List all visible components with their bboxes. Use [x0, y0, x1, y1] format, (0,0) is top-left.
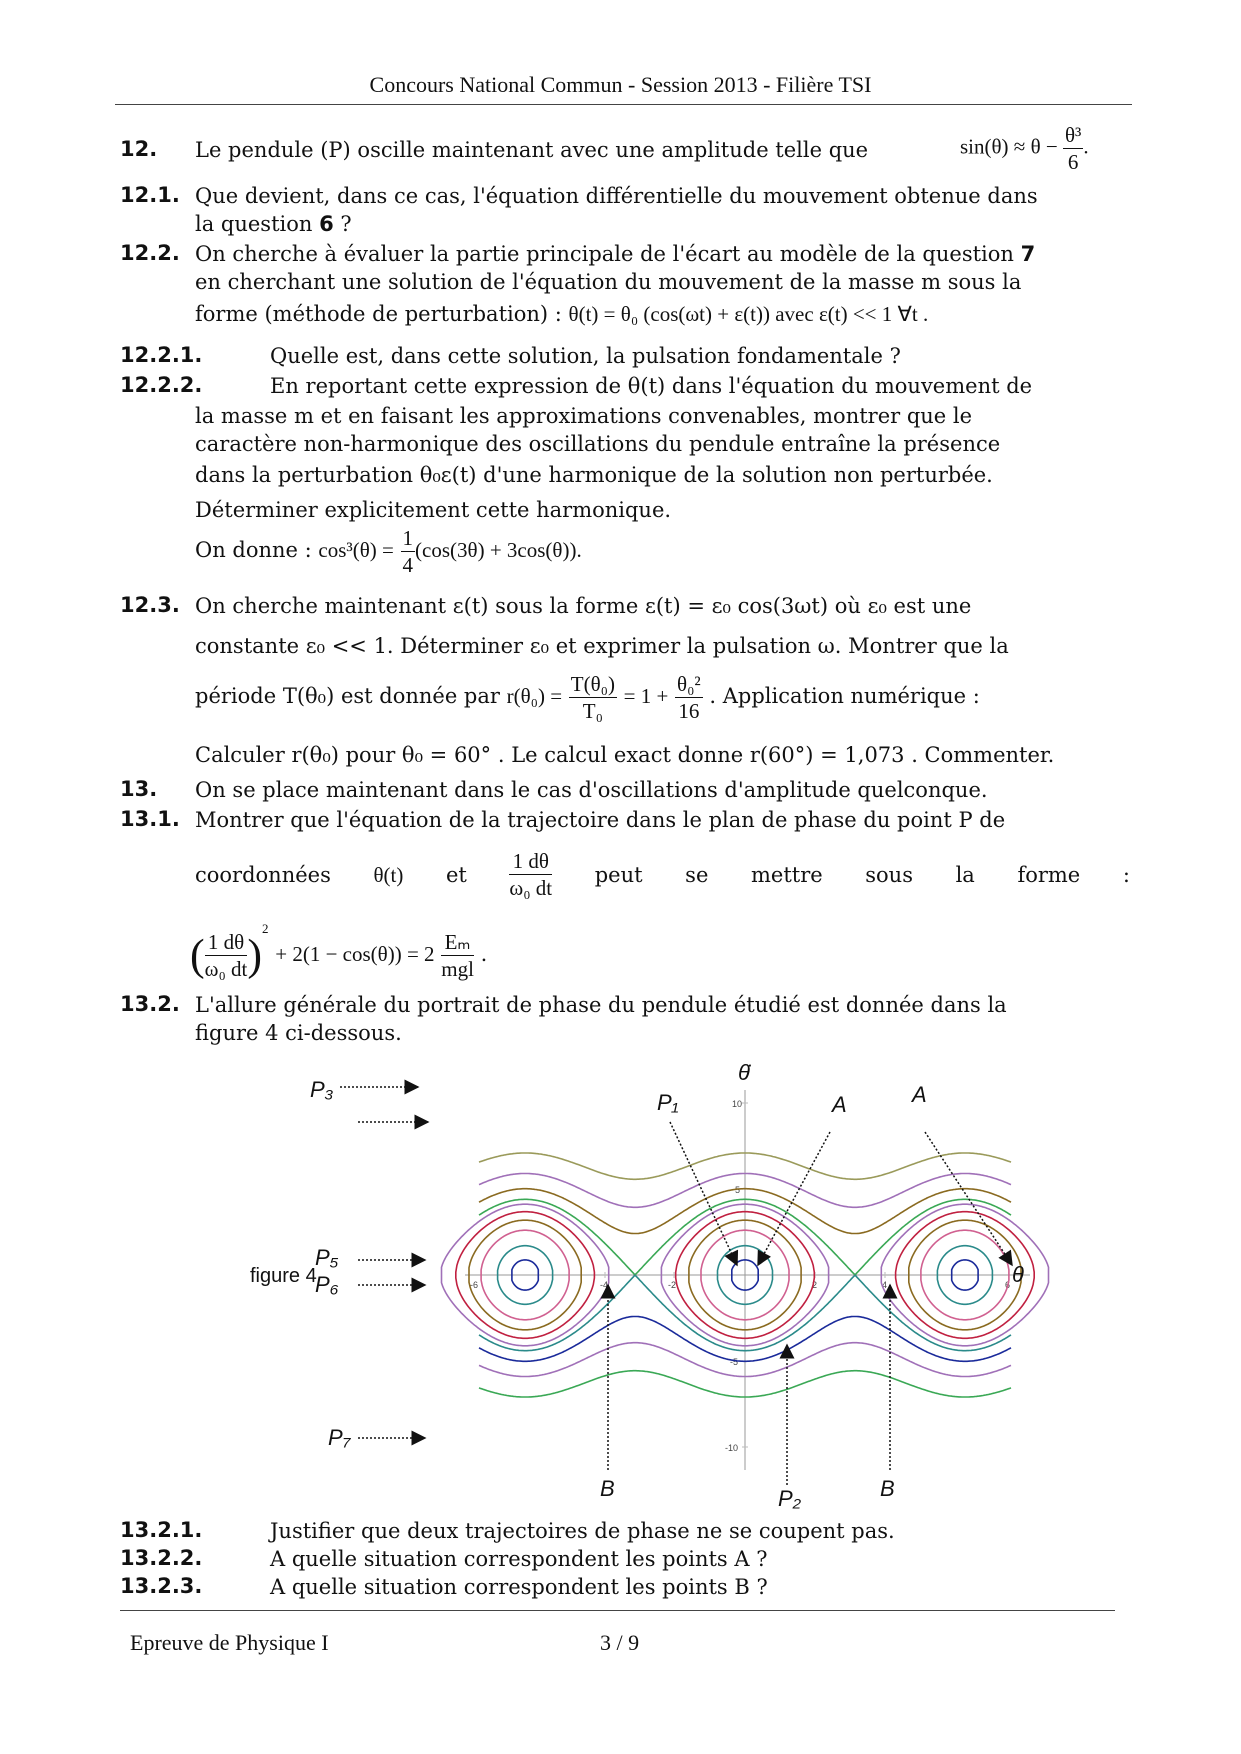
q13-1-g: sous [865, 862, 913, 887]
q12-2-number: 12.2. [120, 241, 180, 265]
label-p7: P₇ [328, 1425, 351, 1450]
q13-2-line2: figure 4 ci-dessous. [195, 1021, 402, 1045]
q13-1-frac [509, 848, 552, 901]
q12-3-line4: Calculer r(θ₀) pour θ₀ = 60° . Le calcul exact donne r(60°) = 1,073 . Commenter. [195, 743, 1055, 767]
q12-formula-num: θ³ [1064, 123, 1082, 147]
q13-number: 13. [120, 777, 158, 801]
q13-1-e: se [685, 862, 709, 887]
label-b2: B [880, 1476, 895, 1501]
q12-1-line2 [195, 210, 352, 238]
q12-2-line3-text: forme (méthode de perturbation) : [195, 302, 562, 326]
q12-text: Le pendule (P) oscille maintenant avec une amplitude telle que [195, 138, 869, 162]
q13-1-num: 1 dθ [509, 848, 552, 875]
q13-1-eq-mid: + 2(1 − cos(θ)) = 2 [275, 942, 435, 966]
q13-1-i: forme [1017, 862, 1081, 887]
eq-square: 2 [262, 921, 269, 936]
label-a2: A [912, 1082, 927, 1107]
phase-portrait-figure [300, 1060, 1080, 1510]
label-a1: A [832, 1092, 847, 1117]
q12-2-2-line6-lhs: cos³(θ) = [318, 538, 394, 562]
header-rule [115, 104, 1132, 105]
q12-2-2-line6-rhs: (cos(3θ) + 3cos(θ)). [415, 538, 582, 562]
q13-2-1-text: Justifier que deux trajectoires de phase ne se coupent pas. [270, 1519, 895, 1543]
q12-2-2-line6 [195, 525, 582, 578]
q13-1-eq-den: ω₀ dt [204, 957, 248, 981]
label-p2: P₂ [778, 1486, 802, 1510]
q12-2-ref: 7 [1020, 242, 1036, 266]
label-p5: P₅ [315, 1245, 339, 1270]
q12-2-2-line1: En reportant cette expression de θ(t) dans l'équation du mouvement de [270, 374, 1033, 398]
q13-1-eq-end: . [480, 942, 488, 966]
tick-ym10: -10 [725, 1443, 739, 1453]
q12-2-1-text: Quelle est, dans cette solution, la pulsation fondamentale ? [270, 344, 901, 368]
q12-formula [960, 122, 1089, 175]
q12-2-2-line4: dans la perturbation θ₀ε(t) d'une harmonique de la solution non perturbée. [195, 463, 993, 487]
q13-1-b: θ(t) [373, 862, 404, 887]
q12-3-den2: 16 [678, 699, 700, 723]
q12-2-line3 [195, 300, 928, 328]
q12-3-line3-lhs: r(θ₀) = [506, 684, 563, 708]
q12-3-frac2 [675, 671, 703, 724]
q12-formula-end: . [1083, 134, 1089, 159]
q12-3-line2: constante ε₀ << 1. Déterminer ε₀ et exprimer la pulsation ω. Montrer que la [195, 634, 1009, 658]
q12-3-line3-mid: = 1 + [623, 684, 669, 708]
tick-x2: 2 [812, 1280, 818, 1290]
label-p1: P₁ [657, 1090, 679, 1115]
q12-3-den1: T₀ [582, 699, 603, 723]
q13-1-eq-den2: mgl [441, 957, 474, 981]
q12-3-line3-post: . Application numérique : [709, 684, 980, 708]
tick-xm2: -2 [668, 1280, 677, 1290]
footer-page: 3 / 9 [600, 1630, 640, 1655]
q13-1-j: : [1122, 862, 1130, 887]
q12-2-2-line5: Déterminer explicitement cette harmonique. [195, 498, 672, 522]
q12-1-pre: la question [195, 212, 313, 236]
tick-x6: 6 [1005, 1280, 1011, 1290]
q12-3-num2: θ₀² [677, 672, 701, 696]
eq-paren-close: ) [247, 930, 263, 980]
figure-caption: figure 4 [250, 1265, 317, 1287]
q12-2-2-fraction [401, 525, 416, 578]
q13-1-line2 [195, 848, 1130, 901]
q12-2-2-number: 12.2.2. [120, 373, 203, 397]
q12-2-line1 [195, 240, 1035, 268]
q12-3-line3 [195, 671, 980, 724]
q12-2-2-line3: caractère non-harmonique des oscillations du pendule entraîne la présence [195, 432, 1001, 456]
q12-3-number: 12.3. [120, 593, 180, 617]
footer-rule [120, 1610, 1115, 1611]
tick-xm6: -6 [470, 1280, 479, 1290]
q13-1-eq-num: 1 dθ [205, 929, 248, 956]
q13-1-line1: Montrer que l'équation de la trajectoire dans le plan de phase du point P de [195, 808, 1006, 832]
q13-1-f: mettre [750, 862, 823, 887]
q13-2-line1: L'allure générale du portrait de phase du pendule étudié est donnée dans la [195, 993, 1007, 1017]
q13-2-3-text: A quelle situation correspondent les points B ? [270, 1575, 768, 1599]
tick-x4: 4 [882, 1280, 888, 1290]
q13-1-den: ω₀ dt [509, 876, 553, 900]
q12-2-line1-pre: On cherche à évaluer la partie principale de l'écart au modèle de la question [195, 242, 1014, 266]
q13-2-2-text: A quelle situation correspondent les points A ? [270, 1547, 768, 1571]
q12-3-num1: T(θ₀) [570, 672, 615, 696]
label-b1: B [600, 1476, 615, 1501]
label-p3: P₃ [310, 1077, 334, 1102]
q12-3-frac1 [569, 671, 617, 724]
q12-3-line1: On cherche maintenant ε(t) sous la forme ε(t) = ε₀ cos(3ωt) où ε₀ est une [195, 594, 972, 618]
q13-1-equation [190, 915, 487, 982]
eq-paren-open: ( [190, 930, 205, 980]
tick-y10: 10 [732, 1099, 743, 1109]
q13-1-d: peut [594, 862, 643, 887]
arrow-a2 [925, 1132, 1012, 1265]
q12-2-1-number: 12.2.1. [120, 343, 203, 367]
q12-1-line1: Que devient, dans ce cas, l'équation différentielle du mouvement obtenue dans [195, 184, 1038, 208]
q12-1-ref: 6 [319, 212, 334, 236]
q13-1-h: la [955, 862, 975, 887]
q12-2-2-den: 4 [402, 553, 414, 577]
q12-1-post: ? [340, 212, 352, 236]
q13-1-number: 13.1. [120, 807, 180, 831]
q12-formula-lhs: sin(θ) ≈ θ − [960, 134, 1058, 159]
q12-2-line2: en cherchant une solution de l'équation du mouvement de la masse m sous la [195, 270, 1022, 294]
q12-2-2-line2: la masse m et en faisant les approximations convenables, montrer que le [195, 404, 973, 428]
q12-1-number: 12.1. [120, 183, 180, 207]
q13-1-eq-frac [205, 929, 248, 982]
q12-formula-fraction [1063, 122, 1083, 175]
q13-text: On se place maintenant dans le cas d'oscillations d'amplitude quelconque. [195, 778, 988, 802]
q12-2-2-line6-pre: On donne : [195, 538, 312, 562]
q12-3-line3-pre: période T(θ₀) est donnée par [195, 684, 500, 708]
page-header: Concours National Commun - Session 2013 - Filière TSI [369, 72, 872, 97]
tick-ym5: -5 [730, 1357, 739, 1367]
q12-2-line3-formula: θ(t) = θ₀ (cos(ωt) + ε(t)) avec ε(t) << 1 ∀t . [568, 302, 929, 326]
footer-left: Epreuve de Physique I [130, 1630, 329, 1655]
q13-1-a: coordonnées [195, 862, 331, 887]
label-p6: P₆ [315, 1272, 339, 1297]
q13-1-eq-num2: Eₘ [441, 929, 474, 956]
label-yaxis: θ̇ [738, 1060, 750, 1085]
q13-2-3-number: 13.2.3. [120, 1574, 203, 1598]
tick-y5: 5 [735, 1185, 741, 1195]
q13-2-1-number: 13.2.1. [120, 1518, 203, 1542]
q12-2-2-num: 1 [402, 526, 414, 550]
label-xaxis: θ [1012, 1262, 1024, 1287]
q13-2-2-number: 13.2.2. [120, 1546, 203, 1570]
q12-formula-den: 6 [1067, 150, 1079, 174]
q12-number: 12. [120, 137, 158, 161]
q13-2-number: 13.2. [120, 992, 180, 1016]
tick-xm4: -4 [600, 1280, 609, 1290]
q13-1-eq-frac2 [441, 929, 474, 982]
q13-1-c: et [445, 862, 467, 887]
